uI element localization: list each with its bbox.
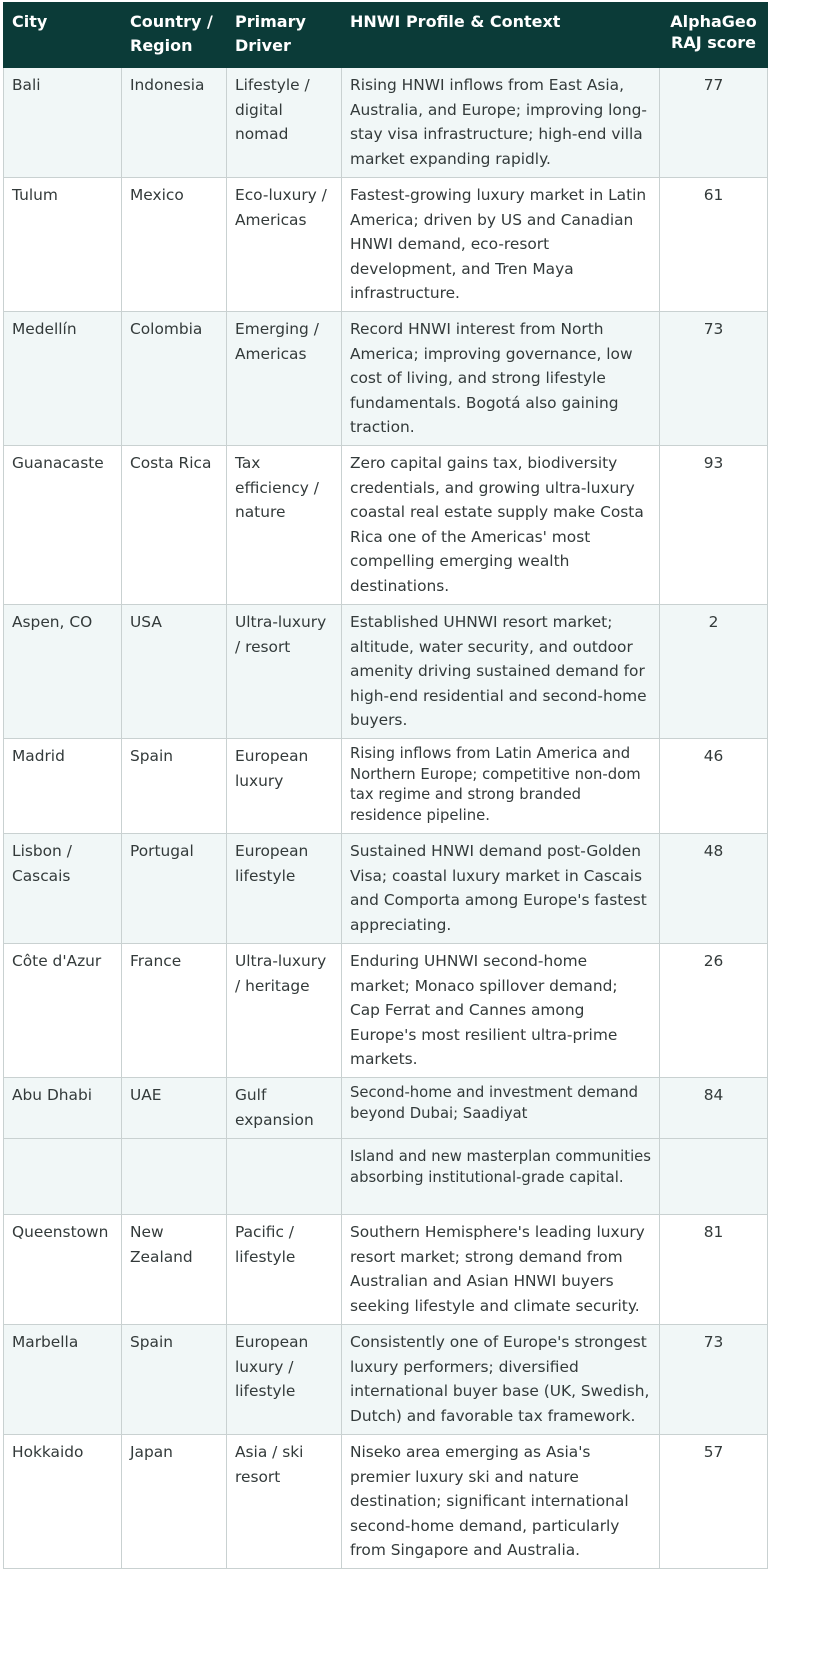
profile-cell: Southern Hemisphere's leading luxury resort market; strong demand from Australian and Asian HNWI buyers seeking lifestyle and climate security. xyxy=(342,1215,660,1325)
table-row-continuation xyxy=(4,1139,768,1215)
score-cell: 26 xyxy=(660,944,768,1078)
country-cell xyxy=(122,1139,227,1215)
column-header-driver: Primary Driver xyxy=(227,3,342,68)
column-header-country: Country / Region xyxy=(122,3,227,68)
column-header-city: City xyxy=(4,3,122,68)
profile-cell: Second-home and investment demand beyond Dubai; Saadiyat xyxy=(342,1078,660,1139)
driver-cell: European luxury xyxy=(227,739,342,834)
score-cell: 93 xyxy=(660,446,768,605)
city-cell: Guanacaste xyxy=(4,446,122,605)
score-cell: 73 xyxy=(660,312,768,446)
profile-cell: Niseko area emerging as Asia's premier luxury ski and nature destination; significant international second-home demand, particularly from Singapore and Australia. xyxy=(342,1435,660,1569)
score-cell: 61 xyxy=(660,178,768,312)
table-row xyxy=(4,1215,768,1325)
destinations-table xyxy=(3,2,768,1569)
profile-cell: Consistently one of Europe's strongest luxury performers; diversified international buyer base (UK, Swedish, Dutch) and favorable tax framework. xyxy=(342,1325,660,1435)
city-cell: Hokkaido xyxy=(4,1435,122,1569)
profile-cell: Enduring UHNWI second-home market; Monaco spillover demand; Cap Ferrat and Cannes among Europe's most resilient ultra-prime markets. xyxy=(342,944,660,1078)
country-cell: Costa Rica xyxy=(122,446,227,605)
driver-cell: Gulf expansion xyxy=(227,1078,342,1139)
city-cell: Abu Dhabi xyxy=(4,1078,122,1139)
driver-cell: Tax efficiency / nature xyxy=(227,446,342,605)
profile-cell: Fastest-growing luxury market in Latin America; driven by US and Canadian HNWI demand, eco-resort development, and Tren Maya infrastructure. xyxy=(342,178,660,312)
driver-cell: Pacific / lifestyle xyxy=(227,1215,342,1325)
driver-cell: European lifestyle xyxy=(227,834,342,944)
profile-cell: Rising HNWI inflows from East Asia, Australia, and Europe; improving long-stay visa infrastructure; high-end villa market expanding rapidly. xyxy=(342,68,660,178)
city-cell: Bali xyxy=(4,68,122,178)
table-row xyxy=(4,739,768,834)
driver-cell xyxy=(227,1139,342,1215)
column-header-score: AlphaGeo RAJ score xyxy=(660,3,768,68)
city-cell: Madrid xyxy=(4,739,122,834)
header-row xyxy=(4,3,768,68)
city-cell: Tulum xyxy=(4,178,122,312)
table-row xyxy=(4,1435,768,1569)
driver-cell: Ultra-luxury / resort xyxy=(227,605,342,739)
driver-cell: Emerging / Americas xyxy=(227,312,342,446)
country-cell: Spain xyxy=(122,739,227,834)
table-row xyxy=(4,605,768,739)
score-cell: 77 xyxy=(660,68,768,178)
score-cell: 2 xyxy=(660,605,768,739)
country-cell: Mexico xyxy=(122,178,227,312)
driver-cell: Ultra-luxury / heritage xyxy=(227,944,342,1078)
score-cell: 84 xyxy=(660,1078,768,1139)
country-cell: Spain xyxy=(122,1325,227,1435)
country-cell: UAE xyxy=(122,1078,227,1139)
country-cell: Colombia xyxy=(122,312,227,446)
profile-cell: Established UHNWI resort market; altitude, water security, and outdoor amenity driving sustained demand for high-end residential and second-home buyers. xyxy=(342,605,660,739)
table-row xyxy=(4,68,768,178)
city-cell: Côte d'Azur xyxy=(4,944,122,1078)
profile-cell: Island and new masterplan communities absorbing institutional-grade capital. xyxy=(342,1139,660,1215)
profile-cell: Sustained HNWI demand post-Golden Visa; coastal luxury market in Cascais and Comporta among Europe's fastest appreciating. xyxy=(342,834,660,944)
table-row xyxy=(4,446,768,605)
table-row xyxy=(4,178,768,312)
profile-cell: Record HNWI interest from North America; improving governance, low cost of living, and strong lifestyle fundamentals. Bogotá also gaining traction. xyxy=(342,312,660,446)
table-row xyxy=(4,1078,768,1139)
city-cell: Queenstown xyxy=(4,1215,122,1325)
city-cell: Lisbon / Cascais xyxy=(4,834,122,944)
score-cell: 46 xyxy=(660,739,768,834)
country-cell: Indonesia xyxy=(122,68,227,178)
column-header-profile: HNWI Profile & Context xyxy=(342,3,660,68)
profile-cell: Zero capital gains tax, biodiversity credentials, and growing ultra-luxury coastal real estate supply make Costa Rica one of the Americas' most compelling emerging wealth destinations. xyxy=(342,446,660,605)
city-cell xyxy=(4,1139,122,1215)
country-cell: Portugal xyxy=(122,834,227,944)
country-cell: USA xyxy=(122,605,227,739)
city-cell: Aspen, CO xyxy=(4,605,122,739)
table-row xyxy=(4,944,768,1078)
score-cell xyxy=(660,1139,768,1215)
table-row xyxy=(4,312,768,446)
country-cell: France xyxy=(122,944,227,1078)
score-cell: 81 xyxy=(660,1215,768,1325)
score-cell: 48 xyxy=(660,834,768,944)
score-cell: 73 xyxy=(660,1325,768,1435)
country-cell: New Zealand xyxy=(122,1215,227,1325)
table-row xyxy=(4,1325,768,1435)
city-cell: Medellín xyxy=(4,312,122,446)
driver-cell: European luxury / lifestyle xyxy=(227,1325,342,1435)
table-row xyxy=(4,834,768,944)
driver-cell: Lifestyle / digital nomad xyxy=(227,68,342,178)
driver-cell: Eco-luxury / Americas xyxy=(227,178,342,312)
country-cell: Japan xyxy=(122,1435,227,1569)
profile-cell: Rising inflows from Latin America and Northern Europe; competitive non-dom tax regime and strong branded residence pipeline. xyxy=(342,739,660,834)
city-cell: Marbella xyxy=(4,1325,122,1435)
score-cell: 57 xyxy=(660,1435,768,1569)
driver-cell: Asia / ski resort xyxy=(227,1435,342,1569)
